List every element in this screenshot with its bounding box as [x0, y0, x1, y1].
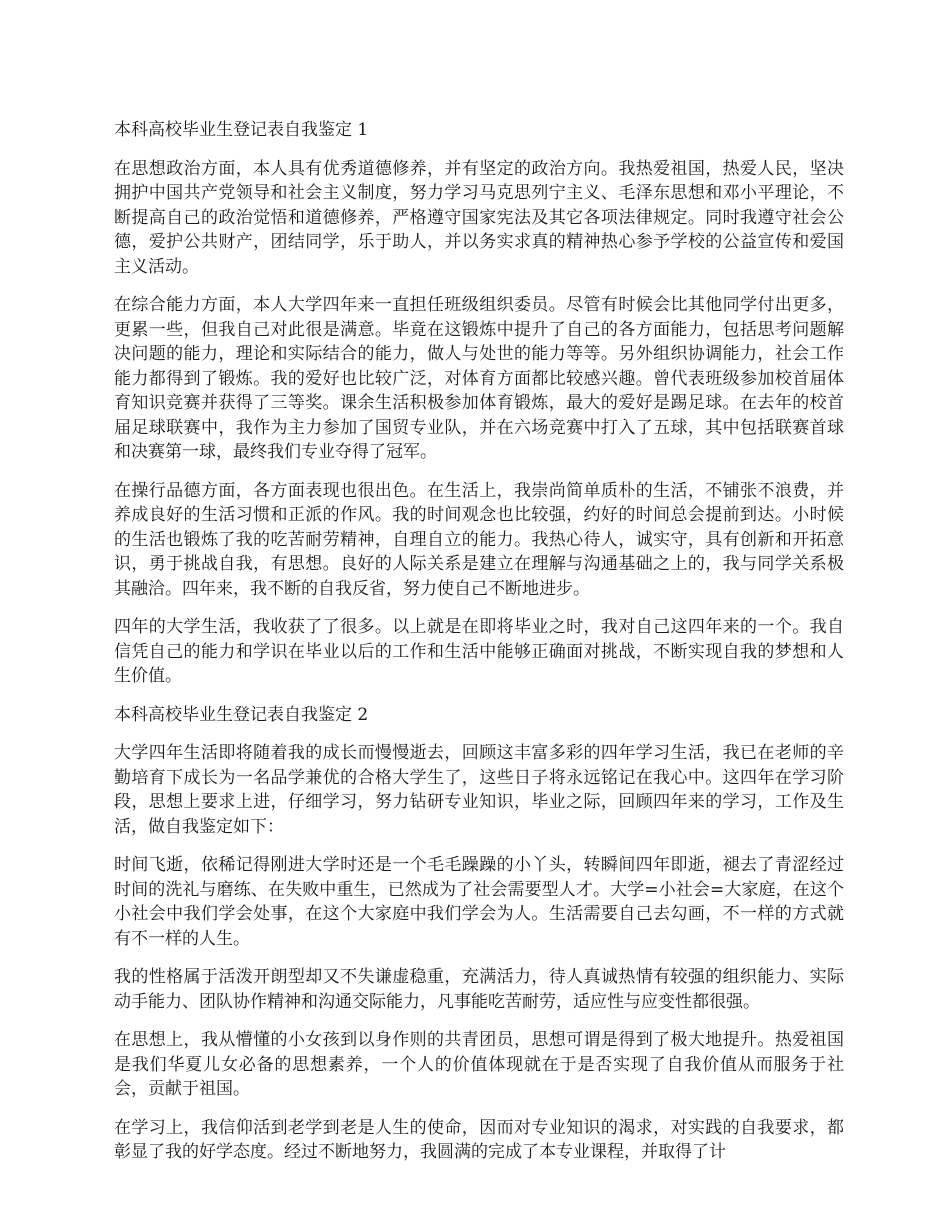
document-page [114, 118, 844, 1179]
paragraph: 在思想政治方面，本人具有优秀道德修养，并有坚定的政治方向。我热爱祖国，热爱人民，坚决拥护中国共产党领导和社会主义制度，努力学习马克思列宁主义、毛泽东思想和邓小平理论，不断提高自己的政治觉悟和道德修养，严格遵守国家宪法及其它各项法律规定。同时我遵守社会公德，爱护公共财产，团结同学，乐于助人，并以务实求真的精神热心参予学校的公益宣传和爱国主义活动。 [114, 158, 844, 277]
paragraph: 在学习上，我信仰活到老学到老是人生的使命，因而对专业知识的渴求，对实践的自我要求，都彰显了我的好学态度。经过不断地努力，我圆满的完成了本专业课程，并取得了计 [114, 1117, 844, 1162]
paragraph: 在思想上，我从懵懂的小女孩到以身作则的共青团员，思想可谓是得到了极大地提升。热爱祖国是我们华夏儿女必备的思想素养，一个人的价值体现就在于是否实现了自我价值从而服务于社会，贡献于祖国。 [114, 1030, 844, 1099]
section-heading: 本科高校毕业生登记表自我鉴定 1 [114, 120, 369, 140]
paragraph: 四年的大学生活，我收获了了很多。以上就是在即将毕业之时，我对自己这四年来的一个。我自信凭自己的能力和学识在毕业以后的工作和生活中能够正确面对挑战，不断实现自我的梦想和人生价值。 [114, 617, 844, 686]
section-heading: 本科高校毕业生登记表自我鉴定 2 [114, 704, 369, 725]
paragraph: 时间飞逝，依稀记得刚进大学时还是一个毛毛躁躁的小丫头，转瞬间四年即逝，褪去了青涩经过时间的洗礼与磨练、在失败中重生，已然成为了社会需要型人才。大学=小社会=大家庭，在这个小社会中我们学会处事，在这个大家庭中我们学会为人。生活需要自己去勾画，不一样的方式就有不一样的人生。 [114, 855, 844, 949]
paragraph: 我的性格属于活泼开朗型却又不失谦虚稳重，充满活力，待人真诚热情有较强的组织能力、实际动手能力、团队协作精神和沟通交际能力，凡事能吃苦耐劳，适应性与应变性都很强。 [114, 967, 844, 1012]
paragraph: 在综合能力方面，本人大学四年来一直担任班级组织委员。尽管有时候会比其他同学付出更多，更累一些，但我自己对此很是满意。毕竟在这锻炼中提升了自己的各方面能力，包括思考问题解决问题的能力，理论和实际结合的能力，做人与处世的能力等等。另外组织协调能力，社会工作能力都得到了锻炼。我的爱好也比较广泛，对体育方面都比较感兴趣。曾代表班级参加校首届体育知识竞赛并获得了三等奖。课余生活积极参加体育锻炼，最大的爱好是踢足球。在去年的校首届足球联赛中，我作为主力参加了国贸专业队，并在六场竞赛中打入了五球，其中包括联赛首球和决赛第一球，最终我们专业夺得了冠军。 [114, 295, 844, 462]
paragraph: 大学四年生活即将随着我的成长而慢慢逝去，回顾这丰富多彩的四年学习生活，我已在老师的辛勤培育下成长为一名品学兼优的合格大学生了，这些日子将永远铭记在我心中。这四年在学习阶段，思想上要求上进，仔细学习，努力钻研专业知识，毕业之际，回顾四年来的学习，工作及生活，做自我鉴定如下： [114, 743, 844, 837]
paragraph: 在操行品德方面，各方面表现也很出色。在生活上，我崇尚简单质朴的生活，不铺张不浪费，并养成良好的生活习惯和正派的作风。我的时间观念也比较强，约好的时间总会提前到达。小时候的生活也锻炼了我的吃苦耐劳精神，自理自立的能力。我热心待人，诚实守，具有创新和开拓意识，勇于挑战自我，有思想。良好的人际关系是建立在理解与沟通基础之上的，我与同学关系极其融洽。四年来，我不断的自我反省，努力使自己不断地进步。 [114, 480, 844, 599]
